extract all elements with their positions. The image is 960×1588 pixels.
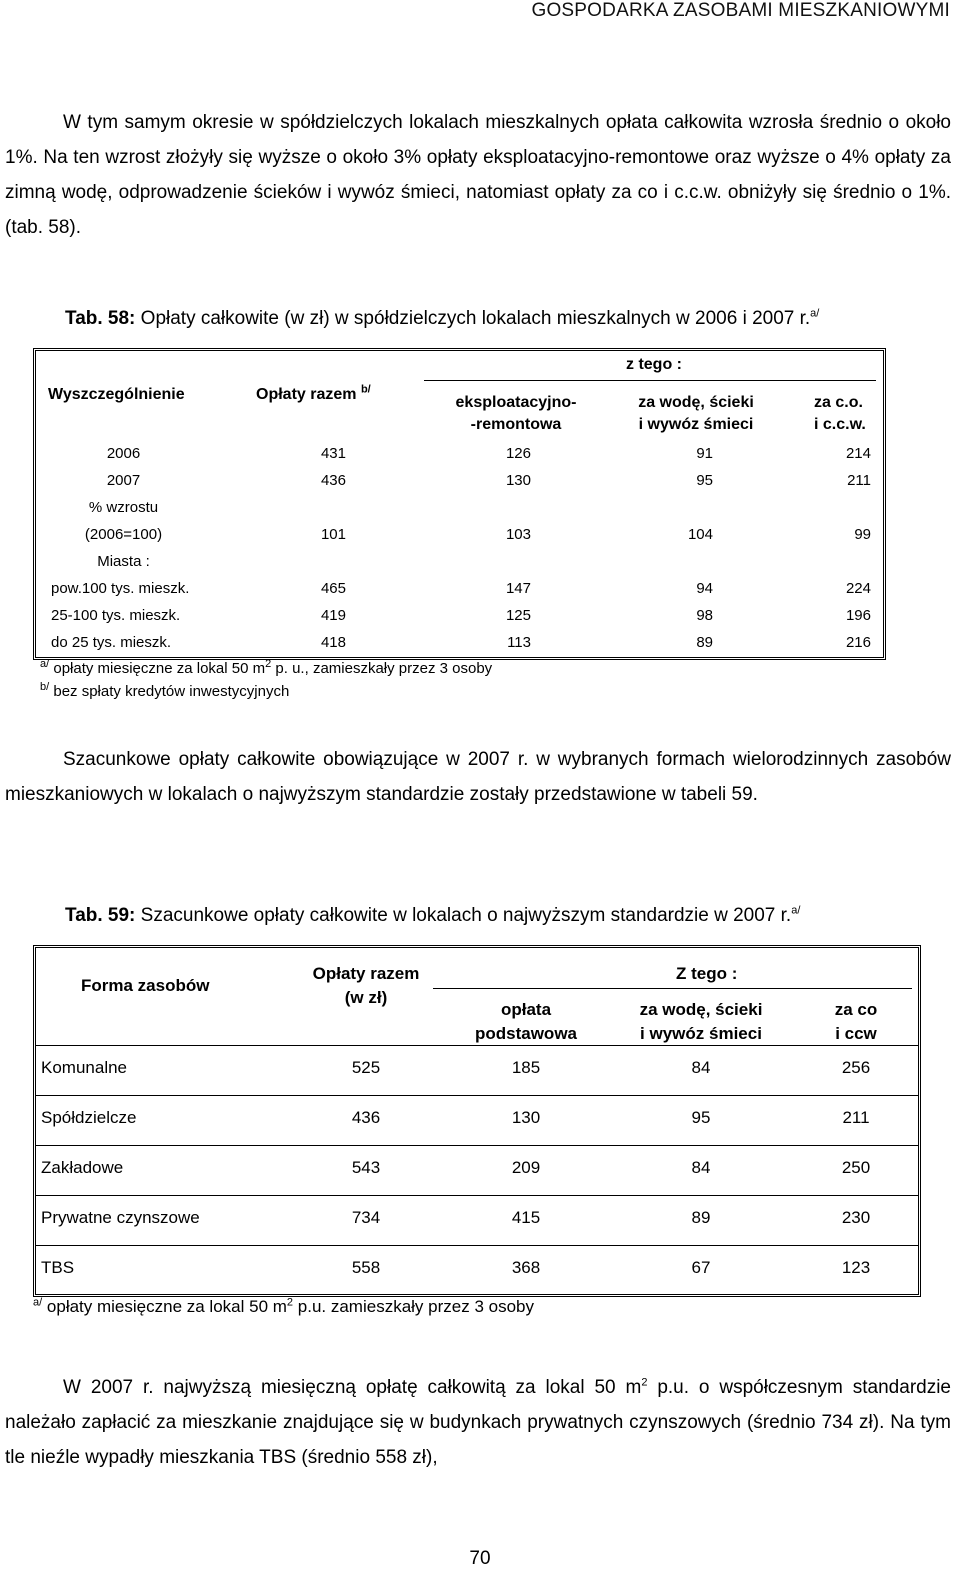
t59-cell: 89: [691, 1208, 711, 1227]
t59-cell: 543: [351, 1158, 381, 1177]
t58-cell: 94: [696, 580, 713, 597]
t59-cell: 230: [841, 1208, 871, 1227]
t58-cell: 113: [507, 634, 531, 651]
table-58-label: Tab. 58:: [65, 308, 136, 329]
t58-row-label: 25-100 tys. mieszk.: [51, 607, 181, 624]
t59-cell: 67: [691, 1258, 711, 1277]
table-58: [33, 348, 886, 660]
t59-cell: 84: [691, 1058, 711, 1077]
t59-cell: 368: [511, 1258, 541, 1277]
t58-cell: 126: [505, 445, 531, 462]
t59-row-label: Prywatne czynszowe: [41, 1208, 200, 1227]
t59-cell: 525: [351, 1058, 381, 1077]
t59-row-label: TBS: [41, 1258, 75, 1277]
t59-cell: 123: [841, 1258, 871, 1277]
t58-cell: 465: [320, 580, 346, 597]
t59-header-col5: za co i ccw: [834, 1000, 878, 1043]
t59-cell: 211: [842, 1108, 870, 1127]
t59-row-divider: [36, 1045, 918, 1046]
t58-cell: 418: [320, 634, 346, 651]
t58-cell: 224: [845, 580, 871, 597]
paragraph-tab59-intro: Szacunkowe opłaty całkowite obowiązujące w 2007 r. w wybranych formach wielorodzinnych zasobów mieszkaniowych w lokalach o najwyższym standardzie zostały przedstawione w tabeli 59.: [5, 749, 951, 805]
t59-row-divider: [36, 1195, 918, 1196]
t58-cell: 431: [320, 445, 346, 462]
t58-cell: 211: [847, 472, 871, 489]
t58-cell: 103: [505, 526, 531, 543]
t59-row-label: Komunalne: [41, 1058, 128, 1077]
t59-header-divider: [433, 988, 912, 989]
t58-row-label: Miasta :: [97, 553, 150, 570]
t59-cell: 130: [511, 1108, 541, 1127]
t58-cell: 130: [505, 472, 531, 489]
t58-row-label: % wzrostu: [88, 499, 159, 516]
running-header: GOSPODARKA ZASOBAMI MIESZKANIOWYMI: [531, 0, 950, 21]
t59-row-label: Zakładowe: [41, 1158, 124, 1177]
t58-header-divider: [424, 380, 876, 381]
t58-row-label: 2006: [106, 445, 141, 462]
paragraph-closing: W 2007 r. najwyższą miesięczną opłatę całkowitą za lokal 50 $m^2$ p.u. o współczesnym standardzie należało zapłacić za mieszkanie znajdujące się w budynkach prywatnych czynszowych (średnio 734 zł). Na tym tle nieźle wypadły mieszkania TBS (średnio 558 zł),: [5, 1376, 952, 1468]
t59-cell: 415: [511, 1208, 541, 1227]
t59-header-col4: za wodę, ścieki i wywóz śmieci: [639, 1000, 763, 1043]
t59-header-col1: Forma zasobów: [81, 976, 210, 995]
t59-cell: 95: [691, 1108, 711, 1127]
table-58-caption: Tab. 58: Opłaty całkowite (w zł) w spółdzielczych lokalach mieszkalnych w 2006 i 2007 r.$^{a/}$: [65, 307, 820, 329]
paragraph-intro: [5, 105, 951, 245]
table-59: [33, 945, 921, 1297]
t59-header-ztego: Z tego :: [676, 964, 738, 983]
t58-row-label: 2007: [106, 472, 141, 489]
t58-row-label: pow.100 tys. mieszk.: [51, 580, 190, 597]
t59-cell: 185: [511, 1058, 541, 1077]
t59-row-divider: [36, 1095, 918, 1096]
t58-cell: 436: [320, 472, 346, 489]
t58-cell: 98: [696, 607, 713, 624]
t59-row-divider: [36, 1145, 918, 1146]
t58-cell: 101: [320, 526, 346, 543]
t59-cell: 436: [351, 1108, 381, 1127]
t58-footnote-b: $^{b/}$ bez spłaty kredytów inwestycyjnych: [40, 681, 290, 700]
t58-header-ztego: z tego :: [626, 356, 682, 373]
t58-header-col4: za wodę, ścieki i wywóz śmieci: [638, 394, 754, 433]
t58-cell: 147: [505, 580, 531, 597]
t59-row-label: Spółdzielcze: [41, 1108, 137, 1127]
t58-header-col1: Wyszczególnienie: [48, 386, 185, 403]
table-59-caption: Tab. 59: Szacunkowe opłaty całkowite w lokalach o najwyższym standardzie w 2007 r.$^{a/}$: [65, 904, 801, 926]
t58-row-label: do 25 tys. mieszk.: [51, 634, 172, 651]
t58-cell: 91: [696, 445, 713, 462]
t59-cell: 250: [841, 1158, 871, 1177]
t58-cell: 95: [696, 472, 713, 489]
t59-header-col3: opłata podstawowa: [474, 1000, 577, 1043]
t58-cell: 89: [696, 634, 713, 651]
t58-cell: 196: [845, 607, 871, 624]
t58-cell: 216: [845, 634, 871, 651]
t59-cell: 558: [351, 1258, 381, 1277]
t59-cell: 734: [351, 1208, 381, 1227]
paragraph-intro-text: W tym samym okresie w spółdzielczych lokalach mieszkalnych opłata całkowita wzrosła średnio o około 1%. Na ten wzrost złożyły się wyższe o około 3% opłaty eksploatacyjno-remontowe oraz wyższe o 4% opłaty za zimną wodę, odprowadzenie ścieków i wywóz śmieci, natomiast opłaty za co i c.c.w. obniżyły się średnio o 1%. (tab. 58).: [5, 112, 951, 238]
t58-row-label: (2006=100): [84, 526, 163, 543]
t59-header-col2: Opłaty razem (w zł): [312, 964, 420, 1007]
t58-cell: 104: [687, 526, 713, 543]
t58-cell: 125: [505, 607, 531, 624]
t58-cell: 99: [854, 526, 871, 543]
t58-cell: 214: [845, 445, 871, 462]
t59-cell: 256: [841, 1058, 871, 1077]
page-number: 70: [469, 1548, 491, 1569]
t58-header-col2: Opłaty razem $^{b/}$: [256, 383, 371, 403]
t59-cell: 209: [511, 1158, 541, 1177]
t59-row-divider: [36, 1245, 918, 1246]
t58-cell: 419: [320, 607, 346, 624]
t58-footnote-a: $^{a/}$ opłaty miesięczne za lokal 50 $m^2$ p. u., zamieszkały przez 3 osoby: [40, 658, 493, 677]
t59-footnote: $^{a/}$ opłaty miesięczne za lokal 50 $m^2$ p.u. zamieszkały przez 3 osoby: [33, 1296, 534, 1316]
t58-header-col5: za c.o. i c.c.w.: [814, 394, 866, 433]
t59-cell: 84: [691, 1158, 711, 1177]
t58-header-col3: eksploatacyjno- -remontowa: [455, 394, 577, 433]
